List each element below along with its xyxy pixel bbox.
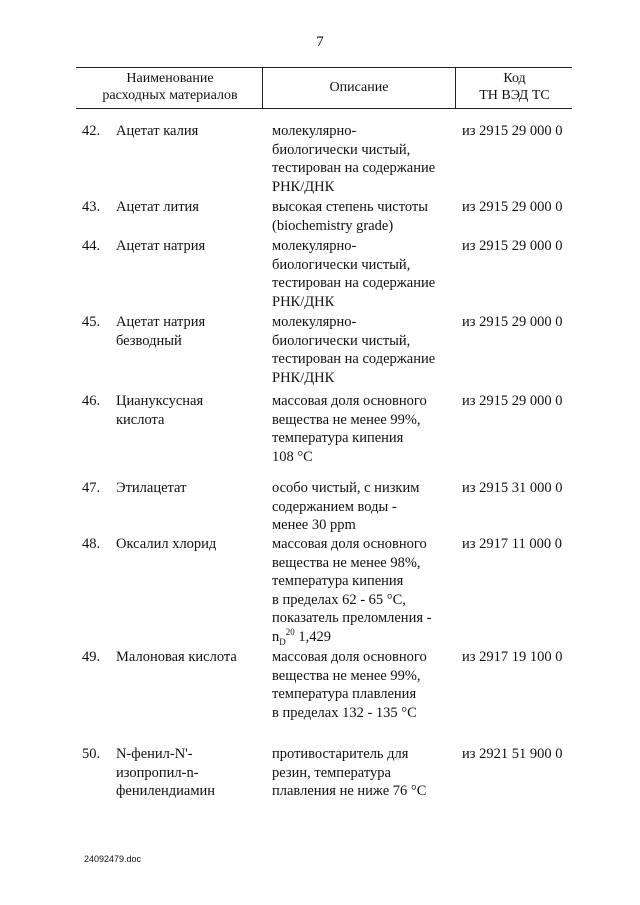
row-number: 50. xyxy=(82,746,101,762)
material-name-line: Этилацетат xyxy=(116,480,187,496)
material-description xyxy=(272,745,452,801)
material-description xyxy=(272,237,452,311)
row-number: 48. xyxy=(82,536,101,552)
header-desc: Описание xyxy=(329,80,389,95)
material-description xyxy=(272,392,452,466)
tn-ved-code: из 2915 29 000 0 xyxy=(462,393,563,409)
description-line: резин, температура xyxy=(272,764,391,781)
header-name-line: Наименование xyxy=(126,71,214,86)
footer-filename: 24092479.doc xyxy=(84,854,142,864)
row-number: 43. xyxy=(82,199,101,215)
description-line: РНК/ДНК xyxy=(272,178,335,195)
description-line: массовая доля основного xyxy=(272,649,427,665)
formula-value: 1,429 xyxy=(294,628,331,645)
material-name-line: Ацетат натрия xyxy=(116,314,206,330)
description-line: массовая доля основного xyxy=(272,536,427,552)
description-line: молекулярно- xyxy=(272,238,357,254)
material-name-line: Ацетат лития xyxy=(116,199,199,215)
description-line: 108 °С xyxy=(272,448,313,465)
description-line: температура плавления xyxy=(272,686,417,703)
material-description xyxy=(272,313,452,387)
description-line: вещества не менее 99%, xyxy=(272,667,421,684)
description-line: биологически чистый, xyxy=(272,256,411,273)
material-name xyxy=(116,237,264,256)
material-name-line: фенилендиамин xyxy=(116,783,216,800)
description-line: биологически чистый, xyxy=(272,332,411,349)
description-line: содержанием воды - xyxy=(272,498,397,515)
header-divider-1 xyxy=(262,68,263,108)
header-code xyxy=(457,70,572,104)
description-line: температура кипения xyxy=(272,573,404,590)
material-name-line: Оксалил хлорид xyxy=(116,536,217,552)
material-name xyxy=(116,392,264,429)
row-number: 47. xyxy=(82,480,101,496)
material-name-line: кислота xyxy=(116,411,165,428)
header-name-line: расходных материалов xyxy=(102,88,238,103)
material-name xyxy=(116,745,264,801)
description-line: менее 30 ppm xyxy=(272,517,356,534)
table-top-rule xyxy=(76,67,572,68)
row-number: 45. xyxy=(82,314,101,330)
description-line: противостаритель для xyxy=(272,746,409,762)
material-name-line: Малоновая кислота xyxy=(116,649,237,665)
material-name xyxy=(116,648,264,667)
formula-subscript: D xyxy=(279,636,286,647)
description-line: высокая степень чистоты xyxy=(272,199,429,215)
material-name xyxy=(116,313,264,350)
description-line: молекулярно- xyxy=(272,314,357,330)
formula-symbol: n xyxy=(272,628,280,645)
description-line: РНК/ДНК xyxy=(272,293,335,310)
material-name xyxy=(116,198,264,217)
material-description xyxy=(272,535,452,647)
material-name xyxy=(116,122,264,141)
tn-ved-code: из 2917 11 000 0 xyxy=(462,536,562,552)
description-line: показатель преломления - xyxy=(272,610,432,627)
refractive-index-formula xyxy=(272,628,452,647)
material-name-line: изопропил-n- xyxy=(116,764,199,781)
material-name xyxy=(116,479,264,498)
material-description xyxy=(272,648,452,722)
row-number: 49. xyxy=(82,649,101,665)
material-name-line: Ацетат натрия xyxy=(116,238,206,254)
page-number: 7 xyxy=(316,34,324,50)
description-line: (biochemistry grade) xyxy=(272,217,394,234)
material-description xyxy=(272,479,452,535)
material-name-line: безводный xyxy=(116,332,182,349)
row-number: 42. xyxy=(82,123,101,139)
row-number: 44. xyxy=(82,238,101,254)
material-name xyxy=(116,535,264,554)
description-line: РНК/ДНК xyxy=(272,369,335,386)
description-line: тестирован на содержание xyxy=(272,160,436,177)
tn-ved-code: из 2921 51 900 0 xyxy=(462,746,563,762)
description-line: плавления не ниже 76 °С xyxy=(272,783,427,800)
description-line: массовая доля основного xyxy=(272,393,427,409)
material-name-line: Ацетат калия xyxy=(116,123,199,139)
formula-superscript: 20 xyxy=(285,627,295,638)
header-code-line: ТН ВЭД ТС xyxy=(479,88,550,103)
description-line: вещества не менее 99%, xyxy=(272,411,421,428)
tn-ved-code: из 2915 29 000 0 xyxy=(462,123,563,139)
description-line: в пределах 132 - 135 °С xyxy=(272,704,417,721)
description-line: вещества не менее 98%, xyxy=(272,554,421,571)
header-name xyxy=(80,70,260,104)
description-line: особо чистый, с низким xyxy=(272,480,420,496)
tn-ved-code: из 2917 19 100 0 xyxy=(462,649,563,665)
row-number: 46. xyxy=(82,393,101,409)
description-line: молекулярно- xyxy=(272,123,357,139)
table-header-rule xyxy=(76,108,572,109)
tn-ved-code: из 2915 29 000 0 xyxy=(462,238,563,254)
material-description xyxy=(272,198,452,235)
tn-ved-code: из 2915 29 000 0 xyxy=(462,199,563,215)
description-line: тестирован на содержание xyxy=(272,351,436,368)
header-divider-2 xyxy=(455,68,456,108)
material-description xyxy=(272,122,452,196)
material-name-line: Циануксусная xyxy=(116,393,204,409)
description-line: биологически чистый, xyxy=(272,141,411,158)
tn-ved-code: из 2915 31 000 0 xyxy=(462,480,563,496)
description-line: в пределах 62 - 65 °С, xyxy=(272,591,406,608)
material-name-line: N-фенил-N'- xyxy=(116,746,193,762)
description-line: тестирован на содержание xyxy=(272,275,436,292)
tn-ved-code: из 2915 29 000 0 xyxy=(462,314,563,330)
description-line: температура кипения xyxy=(272,430,404,447)
header-code-line: Код xyxy=(503,71,526,86)
